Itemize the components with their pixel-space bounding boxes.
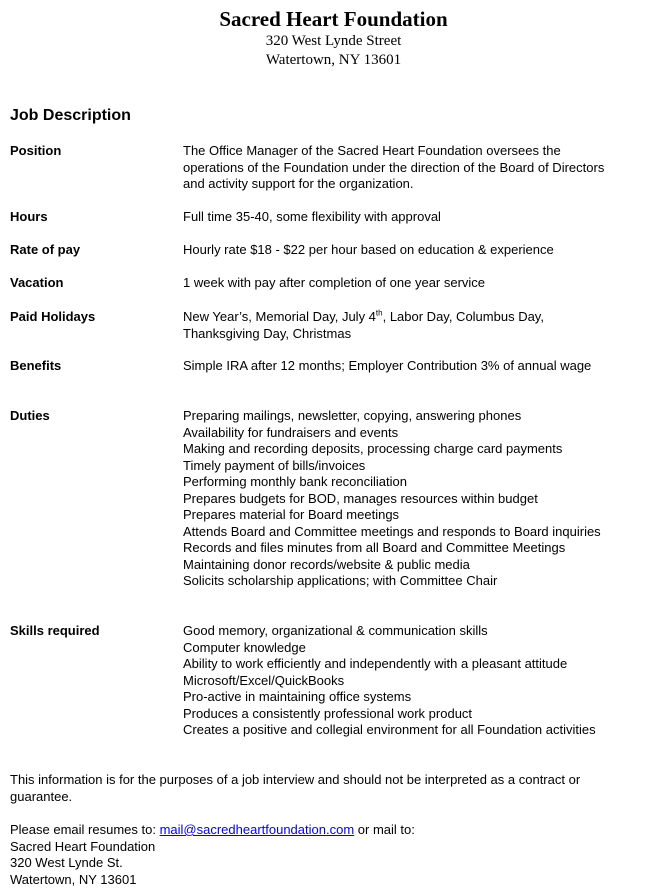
vacation-value xyxy=(183,275,660,292)
position-line: operations of the Foundation under the direction of the Board of Directors xyxy=(183,159,605,175)
list-item: Maintaining donor records/website & public media xyxy=(183,556,470,572)
contact-email-line xyxy=(10,822,655,839)
position-line: and activity support for the organization. xyxy=(183,176,414,191)
list-item: Solicits scholarship applications; with Committee Chair xyxy=(183,573,498,588)
list-item: Preparing mailings, newsletter, copying, answering phones xyxy=(183,408,522,423)
list-item: Records and files minutes from all Board and Committee Meetings xyxy=(183,540,566,555)
position-line: The Office Manager of the Sacred Heart Foundation oversees the xyxy=(183,143,561,158)
position-value xyxy=(183,143,660,193)
benefits-text: Simple IRA after 12 months; Employer Contribution 3% of annual wage xyxy=(183,358,592,373)
email-link[interactable]: mail@sacredheartfoundation.com xyxy=(159,822,355,837)
list-item: Attends Board and Committee meetings and responds to Board inquiries xyxy=(183,523,601,539)
benefits-value xyxy=(183,358,660,375)
org-name: Sacred Heart Foundation xyxy=(219,7,448,31)
list-item: Microsoft/Excel/QuickBooks xyxy=(183,672,345,688)
address-line-2: Watertown, NY 13601 xyxy=(265,52,402,68)
list-item: Timely payment of bills/invoices xyxy=(183,457,366,473)
disclaimer xyxy=(10,772,655,805)
position-label: Position xyxy=(10,143,62,158)
duties-label: Duties xyxy=(10,408,50,423)
holidays-line-2: Thanksgiving Day, Christmas xyxy=(183,325,352,341)
list-item: Pro-active in maintaining office systems xyxy=(183,689,412,704)
page-title: Job Description xyxy=(10,107,131,124)
holidays-superscript: th xyxy=(375,308,383,318)
holidays-line-1 xyxy=(183,309,660,326)
skills-list xyxy=(183,623,660,739)
address-line-1: 320 West Lynde Street xyxy=(265,33,402,49)
rate-label: Rate of pay xyxy=(10,242,81,257)
contact-block xyxy=(10,822,655,888)
hours-label: Hours xyxy=(10,209,48,224)
disclaimer-line-1: This information is for the purposes of a job interview and should not be interpreted as a contract or xyxy=(10,772,581,787)
letterhead xyxy=(0,6,667,70)
vacation-label: Vacation xyxy=(10,275,64,290)
contact-city: Watertown, NY 13601 xyxy=(10,871,137,887)
disclaimer-line-2: guarantee. xyxy=(10,788,73,804)
list-item: Performing monthly bank reconciliation xyxy=(183,474,407,489)
list-item: Good memory, organizational & communication skills xyxy=(183,623,488,638)
list-item: Prepares budgets for BOD, manages resources within budget xyxy=(183,490,538,506)
list-item: Computer knowledge xyxy=(183,639,306,655)
contact-or-mail: or mail to: xyxy=(357,822,415,837)
contact-street: 320 West Lynde St. xyxy=(10,855,123,870)
holidays-text-b: , Labor Day, Columbus Day, xyxy=(382,309,544,324)
list-item: Ability to work efficiently and independently with a pleasant attitude xyxy=(183,656,568,671)
holidays-value xyxy=(183,309,660,342)
contact-name: Sacred Heart Foundation xyxy=(10,838,156,854)
hours-value xyxy=(183,209,660,226)
holidays-label: Paid Holidays xyxy=(10,309,96,324)
rate-value xyxy=(183,242,660,259)
list-item: Prepares material for Board meetings xyxy=(183,507,400,522)
vacation-text: 1 week with pay after completion of one year service xyxy=(183,275,486,290)
list-item: Availability for fundraisers and events xyxy=(183,424,399,440)
holidays-text-a: New Year’s, Memorial Day, July 4 xyxy=(183,309,376,324)
rate-text: Hourly rate $18 - $22 per hour based on education & experience xyxy=(183,242,554,257)
duties-list xyxy=(183,408,660,590)
hours-text: Full time 35-40, some flexibility with approval xyxy=(183,209,441,224)
contact-intro: Please email resumes to: xyxy=(10,822,156,837)
list-item: Produces a consistently professional work product xyxy=(183,705,473,721)
list-item: Creates a positive and collegial environment for all Foundation activities xyxy=(183,722,596,737)
benefits-label: Benefits xyxy=(10,358,62,373)
skills-label: Skills required xyxy=(10,623,100,638)
list-item: Making and recording deposits, processing charge card payments xyxy=(183,441,563,456)
